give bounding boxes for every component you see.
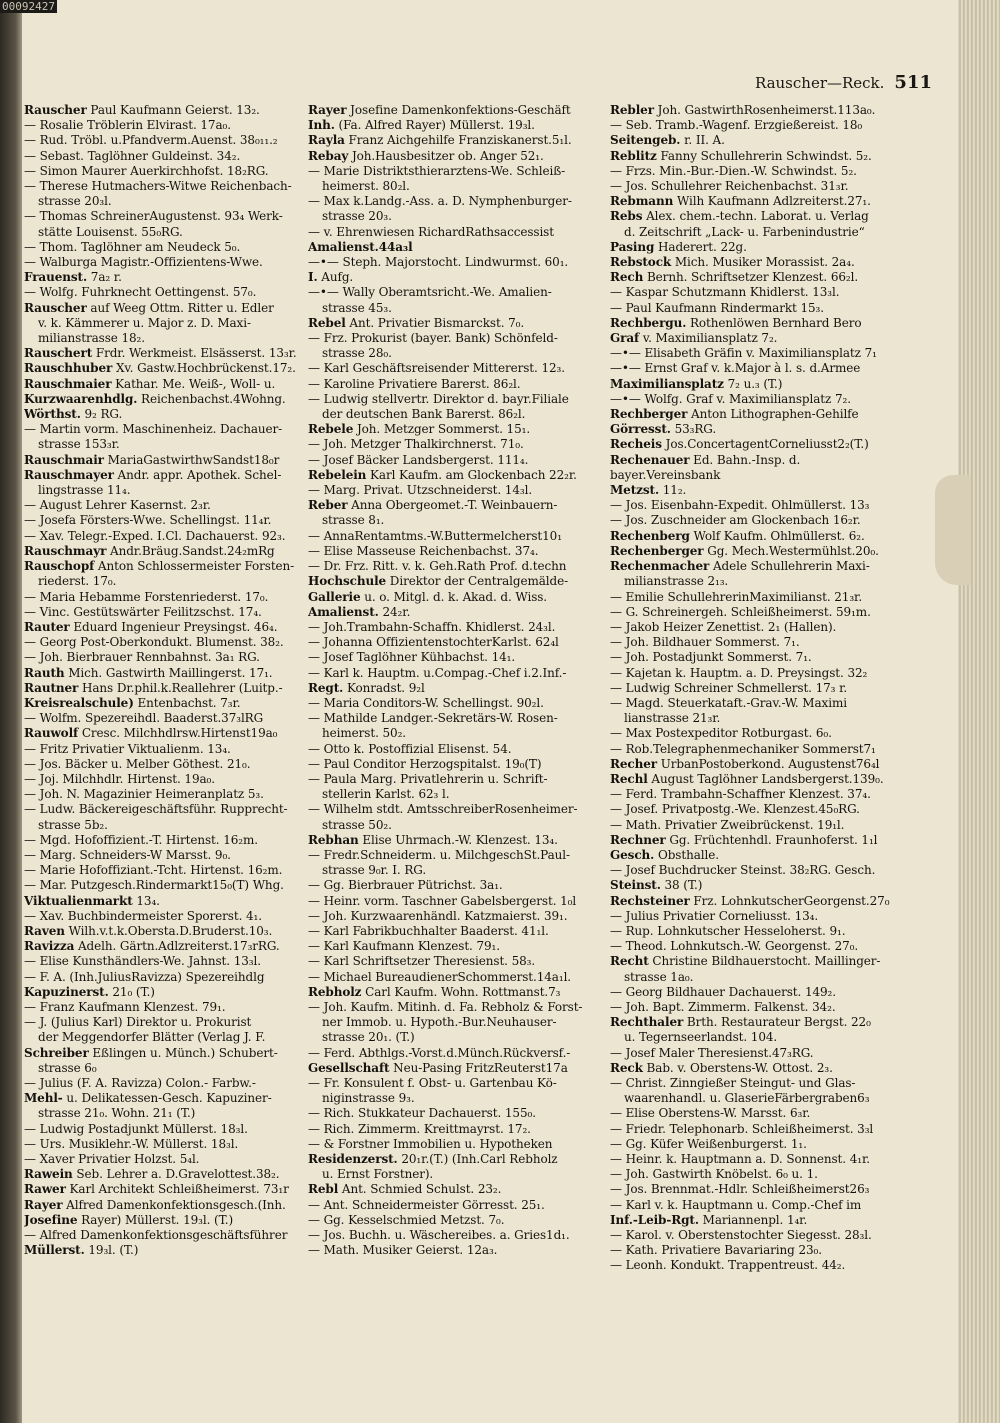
directory-line: Inh. (Fa. Alfred Rayer) Müllerst. 19₃l. [308, 118, 535, 133]
directory-line: strasse 9₀r. I. RG. [322, 863, 427, 878]
directory-line: — Jos. Brennmat.-Hdlr. Schleißheimerst26₃ [610, 1182, 870, 1197]
directory-line: — Heinr. k. Hauptmann a. D. Sonnenst. 4₁r. [610, 1152, 870, 1167]
directory-line: Rechsteiner Frz. LohnkutscherGeorgenst.27₀ [610, 893, 890, 908]
directory-line: — Rich. Zimmerm. Kreittmayrst. 17₂. [308, 1121, 531, 1136]
directory-line: — Joh. Kurzwaarenhändl. Katzmaierst. 39₁. [308, 908, 568, 923]
directory-line: — Alfred Damenkonfektionsgeschäftsführer [24, 1228, 288, 1243]
directory-line: — Therese Hutmachers-Witwe Reichenbach- [24, 179, 292, 194]
directory-line: Rayer Alfred Damenkonfektionsgesch.(Inh. [24, 1197, 286, 1212]
directory-line: — AnnaRentamtms.-W.Buttermelcherst10₁ [308, 528, 562, 543]
directory-line: Pasing Haderert. 22g. [610, 239, 747, 254]
directory-line: — Jos. Schullehrer Reichenbachst. 31₃r. [610, 179, 849, 194]
directory-line: — Dr. Frz. Ritt. v. k. Geh.Rath Prof. d.techn [308, 559, 567, 574]
directory-line: — Paul Conditor Herzogspitalst. 19₀(T) [308, 756, 542, 771]
directory-line: — Gg. Küfer Weißenburgerst. 1₁. [610, 1136, 807, 1151]
directory-line: — Max k.Landg.-Ass. a. D. Nymphenburger- [308, 194, 572, 209]
directory-line: Rebstock Mich. Musiker Morassist. 2a₄. [610, 255, 855, 270]
directory-line: — Math. Musiker Geierst. 12a₃. [308, 1243, 498, 1258]
directory-line: strasse 5b₂. [38, 817, 108, 832]
directory-line: — Georg Post-Oberkondukt. Blumenst. 38₂. [24, 635, 284, 650]
directory-line: — Leonh. Kondukt. Trappentreust. 44₂. [610, 1258, 846, 1273]
page-number: 511 [894, 72, 932, 93]
column-1 [24, 103, 312, 1403]
directory-line: — Thomas SchreinerAugustenst. 93₄ Werk- [24, 209, 283, 224]
directory-line: v. k. Kämmerer u. Major z. D. Maxi- [38, 315, 251, 330]
directory-line: — Joh. Kaufm. Mitinh. d. Fa. Rebholz & Forst- [308, 999, 583, 1014]
directory-line: Gesellschaft Neu-Pasing FritzReuterst17a [308, 1060, 568, 1075]
directory-line: — Josef. Privatpostg.-We. Klenzest.45₀RG. [610, 802, 860, 817]
column-2 [308, 103, 596, 1403]
directory-line: Kapuzinerst. 21₀ (T.) [24, 984, 155, 999]
directory-line: Kreisrealschule) Entenbachst. 7₃r. [24, 695, 241, 710]
directory-line: Rauschmaier Kathar. Me. Weiß-, Woll- u. [24, 376, 276, 391]
directory-line: — Fritz Privatier Viktualienm. 13₄. [24, 741, 231, 756]
directory-line: — Maria Conditors-W. Schellingst. 90₂l. [308, 695, 544, 710]
directory-line: — Wolfg. Fuhrknecht Oettingenst. 57₀. [24, 285, 257, 300]
directory-line: strasse 20₃l. [38, 194, 112, 209]
directory-line: Rechl August Taglöhner Landsbergerst.139₀. [610, 771, 884, 786]
directory-line: lianstrasse 21₃r. [624, 711, 721, 726]
directory-line: Rauschmair MariaGastwirthwSandst18₀r [24, 452, 280, 467]
directory-line: — Maria Hebamme Forstenriederst. 17₀. [24, 589, 269, 604]
directory-line: —•— Steph. Majorstocht. Lindwurmst. 60₁. [308, 255, 569, 270]
directory-line: Residenzerst. 20₁r.(T.) (Inh.Carl Rebholz [308, 1152, 558, 1167]
directory-line: Recher UrbanPostoberkond. Augustenst76₄l [610, 756, 880, 771]
directory-line: — Gg. Kesselschmied Metzst. 7₀. [308, 1212, 505, 1227]
directory-line: der deutschen Bank Barerst. 86₂l. [322, 407, 526, 422]
column-3 [610, 103, 898, 1403]
directory-line: strasse 20₃. [322, 209, 392, 224]
directory-line: Müllerst. 19₃l. (T.) [24, 1243, 139, 1258]
directory-line: — Rud. Tröbl. u.Pfandverm.Auenst. 38₀₁₁.₂ [24, 133, 278, 148]
directory-line: — Joh.Trambahn-Schaffn. Khidlerst. 24₃l. [308, 619, 556, 634]
directory-line: u. Tegernseerlandst. 104. [624, 1030, 778, 1045]
directory-line: — Sebast. Taglöhner Guldeinst. 34₂. [24, 148, 241, 163]
directory-line: — Walburga Magistr.-Offizientens-Wwe. [24, 255, 263, 270]
directory-line: Rauter Eduard Ingenieur Preysingst. 46₄. [24, 619, 278, 634]
directory-line: Frauenst. 7a₂ r. [24, 270, 122, 285]
directory-line: Schreiber Eßlingen u. Münch.) Schubert- [24, 1045, 278, 1060]
directory-line: Rebay Joh.Hausbesitzer ob. Anger 52₁. [308, 148, 544, 163]
directory-line: — Georg Bildhauer Dachauerst. 149₂. [610, 984, 836, 999]
directory-line: — Ludwig stellvertr. Direktor d. bayr.Filiale [308, 391, 569, 406]
directory-line: Rauscher auf Weeg Ottm. Ritter u. Edler [24, 300, 274, 315]
directory-line: — Urs. Musiklehr.-W. Müllerst. 18₃l. [24, 1136, 239, 1151]
directory-line: — Karoline Privatiere Barerst. 86₂l. [308, 376, 521, 391]
directory-line: I. Aufg. [308, 270, 354, 285]
directory-line: — Xaver Privatier Holzst. 5₄l. [24, 1152, 200, 1167]
directory-line: strasse 6₀ [38, 1060, 97, 1075]
directory-line: Wörthst. 9₂ RG. [24, 407, 123, 422]
directory-line: Rechbergu. Rothenlöwen Bernhard Bero [610, 315, 862, 330]
directory-line: milianstrasse 2₁₃. [624, 574, 729, 589]
directory-line: Rebl Ant. Schmied Schulst. 23₂. [308, 1182, 502, 1197]
directory-line: Rawein Seb. Lehrer a. D.Gravelottest.38₂. [24, 1167, 280, 1182]
directory-line: — Emilie SchullehrerinMaximilianst. 21₃r. [610, 589, 863, 604]
directory-line: — Simon Maurer Auerkirchhofst. 18₂RG. [24, 163, 269, 178]
directory-line: Rauwolf Cresc. Milchhdlrsw.Hirtenst19a₀ [24, 726, 278, 741]
directory-line: — Jos. Bäcker u. Melber Göthest. 21₀. [24, 756, 251, 771]
directory-line: — Karol. v. Oberstenstochter Siegesst. 28₃l. [610, 1228, 872, 1243]
directory-line: — Xav. Telegr.-Exped. I.Cl. Dachauerst. 92₃. [24, 528, 286, 543]
directory-line: — Rup. Lohnkutscher Hesseloherst. 9₁. [610, 923, 846, 938]
directory-line: — Magd. Steuerkataft.-Grav.-W. Maximi [610, 695, 847, 710]
directory-line: Rebel Ant. Privatier Bismarckst. 7₀. [308, 315, 525, 330]
directory-line: — Jos. Eisenbahn-Expedit. Ohlmüllerst. 13₃ [610, 498, 870, 513]
directory-line: Reblitz Fanny Schullehrerin Schwindst. 5₂. [610, 148, 872, 163]
directory-line: — Heinr. vorm. Taschner Gabelsbergerst. 1₀l [308, 893, 577, 908]
directory-line: — Joh. Bildhauer Sommerst. 7₁. [610, 635, 800, 650]
directory-line: — Friedr. Telephonarb. Schleißheimerst. 3₃l [610, 1121, 874, 1136]
directory-line: Rebler Joh. GastwirthRosenheimerst.113a₀. [610, 103, 876, 117]
directory-line: — G. Schreinergeh. Schleißheimerst. 59₁m. [610, 604, 871, 619]
directory-line: strasse 50₂. [322, 817, 392, 832]
directory-line: Rayla Franz Aichgehilfe Franziskanerst.5₁l. [308, 133, 572, 148]
directory-line: Rebmann Wilh Kaufmann Adlzreiterst.27₁. [610, 194, 871, 209]
directory-line: Kurzwaarenhdlg. Reichenbachst.4Wohng. [24, 391, 286, 406]
directory-line: — Xav. Buchbindermeister Sporerst. 4₁. [24, 908, 262, 923]
directory-line: — Joh. Gastwirth Knöbelst. 6₀ u. 1. [610, 1167, 818, 1182]
directory-line: Rauschmayer Andr. appr. Apothek. Schel- [24, 467, 282, 482]
directory-line: —•— Ernst Graf v. k.Major à l. s. d.Armee [610, 361, 861, 376]
directory-line: strasse 20₁. (T.) [322, 1030, 415, 1045]
directory-line: stellerin Karlst. 62₃ l. [322, 787, 450, 802]
directory-line: — Julius (F. A. Ravizza) Colon.- Farbw.- [24, 1076, 256, 1090]
directory-line: — Joh. Postadjunkt Sommerst. 7₁. [610, 650, 812, 665]
directory-line: Görresst. 53₃RG. [610, 422, 717, 437]
directory-line: — Elise Oberstens-W. Marsst. 6₃r. [610, 1106, 811, 1121]
directory-line: Raven Wilh.v.t.k.Oberstа.D.Bruderst.10₃. [24, 923, 273, 938]
directory-line: — August Lehrer Kasernst. 2₃r. [24, 498, 211, 513]
directory-line: — Rob.Telegraphenmechaniker Sommerst7₁ [610, 741, 876, 756]
directory-line: — Karl Geschäftsreisender Mittererst. 12₃. [308, 361, 565, 376]
directory-line: — Josef Maler Theresienst.47₃RG. [610, 1045, 814, 1060]
directory-line: — Frzs. Min.-Bur.-Dien.-W. Schwindst. 5₂. [610, 163, 857, 178]
directory-line: — Mgd. Hofoffizient.-T. Hirtenst. 16₂m. [24, 832, 258, 847]
directory-line: Gallerie u. o. Mitgl. d. k. Akad. d. Wiss. [308, 589, 548, 604]
directory-line: — Marie Distriktsthierarztens-We. Schleiß- [308, 163, 566, 178]
directory-line: — Johanna OffizientenstochterKarlst. 62₄l [308, 635, 559, 650]
directory-line: Seitengeb. r. II. A. [610, 133, 725, 148]
running-head-title: Rauscher—Reck. [754, 74, 885, 92]
directory-line: Rebholz Carl Kaufm. Wohn. Rottmanst.7₃ [308, 984, 561, 999]
directory-line: —•— Elisabeth Gräfin v. Maximiliansplatz 7₁ [610, 346, 877, 361]
directory-line: — Julius Privatier Corneliusst. 13₄. [610, 908, 819, 923]
directory-line: — Fr. Konsulent f. Obst- u. Gartenbau Kö- [308, 1076, 557, 1090]
directory-line: — Karl Kaufmann Klenzest. 79₁. [308, 939, 500, 954]
directory-line: Rauschopf Anton Schlossermeister Forsten- [24, 559, 295, 574]
directory-line: strasse 8₁. [322, 513, 385, 528]
directory-line: heimerst. 50₂. [322, 726, 406, 741]
directory-line: — Marie Hofoffiziant.-Tcht. Hirtenst. 16₂m. [24, 863, 283, 878]
directory-line: — Martin vorm. Maschinenheiz. Dachauer- [24, 422, 283, 437]
directory-line: Graf v. Maximiliansplatz 7₂. [610, 331, 778, 346]
directory-line: Rauth Mich. Gastwirth Maillingerst. 17₁. [24, 665, 273, 680]
directory-line: Amalienst.44a₃l [308, 239, 413, 254]
directory-line: — Karl k. Hauptm. u.Compag.-Chef i.2.Inf.- [308, 665, 567, 680]
directory-line: Steinst. 38 (T.) [610, 878, 703, 893]
directory-line: Recht Christine Bildhauerstocht. Maillinger- [610, 954, 881, 969]
directory-line: — Jos. Zuschneider am Glockenbach 16₂r. [610, 513, 861, 528]
directory-line: Maximiliansplatz 7₂ u.₃ (T.) [610, 376, 783, 391]
directory-line: Reck Bab. v. Oberstens-W. Ottost. 2₃. [610, 1060, 833, 1075]
directory-line: milianstrasse 18₂. [38, 331, 145, 346]
directory-line: — Joh. Bapt. Zimmerm. Falkenst. 34₂. [610, 999, 836, 1014]
directory-line: — Mar. Putzgesch.Rindermarkt15₀(T) Whg. [24, 878, 284, 893]
directory-line: — Wilhelm stdt. AmtsschreiberRosenheimer- [308, 802, 578, 817]
directory-line: — Marg. Privat. Utzschneiderst. 14₃l. [308, 483, 533, 498]
directory-line: Metzst. 11₂. [610, 483, 687, 498]
directory-line: Viktualienmarkt 13₄. [24, 893, 160, 908]
directory-line: Inf.-Leib-Rgt. Mariannenpl. 1₄r. [610, 1212, 808, 1227]
directory-line: — Kajetan k. Hauptm. a. D. Preysingst. 32₂ [610, 665, 868, 680]
directory-line: Rawer Karl Architekt Schleißheimerst. 73₁r [24, 1182, 289, 1197]
directory-line: der Meggendorfer Blätter (Verlag J. F. [38, 1030, 266, 1045]
directory-line: Hochschule Direktor der Centralgemälde- [308, 574, 569, 589]
directory-line: — Ludwig Postadjunkt Müllerst. 18₃l. [24, 1121, 248, 1136]
directory-line: — Paul Kaufmann Rindermarkt 15₃. [610, 300, 824, 315]
directory-line: — Fredr.Schneiderm. u. MilchgeschSt.Paul- [308, 847, 570, 862]
directory-line: Rayer Josefine Damenkonfektions-Geschäft [308, 103, 571, 117]
directory-line: Rauschmayr Andr.Bräug.Sandst.24₂mRg [24, 543, 275, 558]
directory-line: — Ferd. Trambahn-Schaffner Klenzest. 37₄. [610, 787, 871, 802]
directory-line: Rauschhuber Xv. Gastw.Hochbrückenst.17₂. [24, 361, 296, 376]
directory-line: Recheis Jos.ConcertagentCorneliusst2₂(T.) [610, 437, 869, 452]
directory-line: — Christ. Zinngießer Steingut- und Glas- [610, 1076, 856, 1090]
directory-line: — Josef Bäcker Landsbergerst. 111₄. [308, 452, 529, 467]
directory-line: — Karl Schriftsetzer Theresienst. 58₃. [308, 954, 536, 969]
directory-line: — Michael BureaudienerSchommerst.14a₁l. [308, 969, 572, 984]
directory-line: stätte Louisenst. 55₀RG. [38, 224, 183, 239]
directory-line: — Max Postexpeditor Rotburgast. 6₀. [610, 726, 832, 741]
directory-line: — Thom. Taglöhner am Neudeck 5₀. [24, 239, 241, 254]
directory-line: strasse 21₀. Wohn. 21₁ (T.) [38, 1106, 196, 1121]
directory-line: strasse 45₃. [322, 300, 392, 315]
directory-line: — Rosalie Tröblerin Elvirast. 17a₀. [24, 118, 231, 133]
directory-line: — Elise Masseuse Reichenbachst. 37₄. [308, 543, 539, 558]
directory-line: — Kaspar Schutzmann Khidlerst. 13₃l. [610, 285, 840, 300]
directory-line: — Kath. Privatiere Bavariaring 23₀. [610, 1243, 822, 1258]
directory-line: — J. (Julius Karl) Direktor u. Prokurist [24, 1015, 252, 1030]
directory-line: Rebs Alex. chem.-techn. Laborat. u. Verlag [610, 209, 869, 224]
directory-line: strasse 1a₀. [624, 969, 694, 984]
directory-line: — Ludwig Schreiner Schmellerst. 17₃ r. [610, 680, 848, 695]
directory-line: waarenhandl. u. GlaserieFärbergraben6₃ [624, 1091, 870, 1106]
directory-line: Reber Anna Obergeomet.-T. Weinbauern- [308, 498, 558, 513]
directory-line: — Joh. N. Magazinier Heimeranplatz 5₃. [24, 787, 264, 802]
directory-line: — Mathilde Landger.-Sekretärs-W. Rosen- [308, 711, 558, 726]
directory-line: Rechenauer Ed. Bahn.-Insp. d. bayer.Vereinsbank [610, 452, 804, 482]
directory-line: — Jos. Buchh. u. Wäschereibes. a. Gries1d₁. [308, 1228, 570, 1243]
directory-line: Rechner Gg. Früchtenhdl. Fraunhoferst. 1₁l [610, 832, 878, 847]
directory-line: u. Ernst Forstner). [322, 1167, 434, 1182]
directory-line: —•— Wolfg. Graf v. Maximiliansplatz 7₂. [610, 391, 851, 406]
directory-line: heimerst. 80₂l. [322, 179, 410, 194]
running-head [755, 72, 932, 93]
directory-line: strasse 153₃r. [38, 437, 120, 452]
directory-line: ner Immob. u. Hypoth.-Bur.Neuhauser- [322, 1015, 557, 1030]
directory-line: Mehl- u. Delikatessen-Gesch. Kapuziner- [24, 1091, 272, 1106]
directory-line: lingstrasse 11₄. [38, 483, 131, 498]
directory-line: — Vinc. Gestütswärter Feilitzschst. 17₄. [24, 604, 262, 619]
directory-line: Rebelein Karl Kaufm. am Glockenbach 22₂r. [308, 467, 577, 482]
directory-line: Rechthaler Brth. Restaurateur Bergst. 22₀ [610, 1015, 871, 1030]
directory-line: Rechenberger Gg. Mech.Westermühlst.20₀. [610, 543, 879, 558]
scan-id: 00092427 [2, 0, 55, 13]
directory-line: Rech Bernh. Schriftsetzer Klenzest. 66₂l. [610, 270, 859, 285]
directory-line: — Ludw. Bäckereigeschäftsführ. Rupprecht- [24, 802, 288, 817]
page-tear [935, 475, 971, 585]
directory-line: — Ferd. Abthlgs.-Vorst.d.Münch.Rückversf.- [308, 1045, 571, 1060]
directory-line: — Joh. Bierbrauer Rennbahnst. 3a₁ RG. [24, 650, 260, 665]
directory-line: — Math. Privatier Zweibrückenst. 19₁l. [610, 817, 845, 832]
directory-line: — Frz. Prokurist (bayer. Bank) Schönfeld- [308, 331, 558, 346]
directory-line: — Josef Buchdrucker Steinst. 38₂RG. Gesch. [610, 863, 876, 878]
directory-line: — Marg. Schneiders-W Marsst. 9₀. [24, 847, 231, 862]
directory-line: Regt. Konradst. 9₂l [308, 680, 425, 695]
directory-line: riederst. 17₀. [38, 574, 117, 589]
directory-line: — Rich. Stukkateur Dachauerst. 155₀. [308, 1106, 536, 1121]
directory-line: — Josefa Försters-Wwe. Schellingst. 11₄r. [24, 513, 272, 528]
directory-line: — Wolfm. Spezereihdl. Baaderst.37₃lRG [24, 711, 264, 726]
directory-line: Rautner Hans Dr.phil.k.Reallehrer (Luitp.- [24, 680, 283, 695]
directory-line: — Josef Taglöhner Kühbachst. 14₁. [308, 650, 516, 665]
page-stack-edge [958, 0, 1000, 1423]
directory-line: Ravizza Adelh. Gärtn.Adlzreiterst.17₃rRG. [24, 939, 280, 954]
directory-line: Rauschert Frdr. Werkmeist. Elsässerst. 13₃r. [24, 346, 297, 361]
directory-line: — & Forstner Immobilien u. Hypotheken [308, 1136, 553, 1151]
directory-line: — Ant. Schneidermeister Görresst. 25₁. [308, 1197, 545, 1212]
directory-line: — Seb. Tramb.-Wagenf. Erzgießereist. 18₀ [610, 118, 863, 133]
directory-line: — Otto k. Postoffizial Elisenst. 54. [308, 741, 512, 756]
directory-line: d. Zeitschrift „Lack- u. Farbenindustrie“ [624, 224, 865, 239]
directory-line: Rebele Joh. Metzger Sommerst. 15₁. [308, 422, 531, 437]
directory-line: Rechberger Anton Lithographen-Gehilfe [610, 407, 859, 422]
directory-line: Rauscher Paul Kaufmann Geierst. 13₂. [24, 103, 260, 117]
directory-line: Rechenmacher Adele Schullehrerin Maxi- [610, 559, 870, 574]
directory-line: Josefine Rayer) Müllerst. 19₃l. (T.) [24, 1212, 234, 1227]
directory-line: — Gg. Bierbrauer Pütrichst. 3a₁. [308, 878, 503, 893]
directory-line: — Paula Marg. Privatlehrerin u. Schrift- [308, 771, 548, 786]
directory-line: Gesch. Obsthalle. [610, 847, 719, 862]
directory-line: — Karl v. k. Hauptmann u. Comp.-Chef im [610, 1197, 862, 1212]
directory-line: niginstrasse 9₃. [322, 1091, 415, 1106]
directory-line: — Franz Kaufmann Klenzest. 79₁. [24, 999, 226, 1014]
directory-line: — Joh. Metzger Thalkirchnerst. 71₀. [308, 437, 524, 452]
directory-line: Amalienst. 24₂r. [308, 604, 411, 619]
directory-line: — Elise Kunsthändlers-We. Jahnst. 13₃l. [24, 954, 261, 969]
directory-line: Rechenberg Wolf Kaufm. Ohlmüllerst. 6₂. [610, 528, 865, 543]
directory-line: —•— Wally Oberamtsricht.-We. Amalien- [308, 285, 552, 300]
directory-line: strasse 28₀. [322, 346, 392, 361]
directory-line: Rebhan Elise Uhrmach.-W. Klenzest. 13₄. [308, 832, 558, 847]
directory-line: — Theod. Lohnkutsch.-W. Georgenst. 27₀. [610, 939, 859, 954]
directory-line: — Karl Fabrikbuchhalter Baaderst. 41₁l. [308, 923, 549, 938]
directory-line: — Jakob Heizer Zenettist. 2₁ (Hallen). [610, 619, 837, 634]
directory-line: — F. A. (Inh.JuliusRavizza) Spezereihdlg [24, 969, 265, 984]
directory-line: — Joj. Milchhdlr. Hirtenst. 19a₀. [24, 771, 215, 786]
directory-line: — v. Ehrenwiesen RichardRathsaccessist [308, 224, 554, 239]
